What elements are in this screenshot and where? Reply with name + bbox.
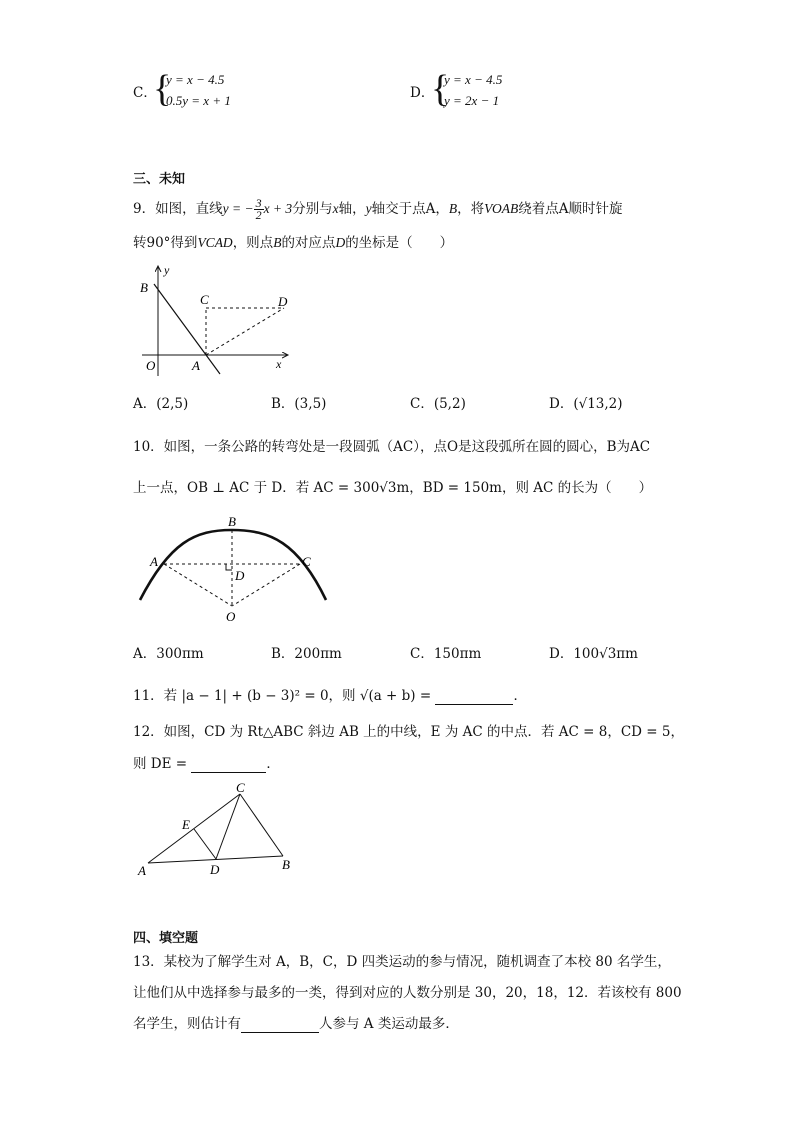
q13-text: 名学生，则估计有 (133, 1016, 241, 1032)
q12-label-a: A (138, 863, 146, 878)
q8-option-c-eq2: 0.5y = x + 1 (166, 93, 231, 108)
q12-segment-ed (194, 829, 216, 859)
q10-line-1: 10．如图，一条公路的转弯处是一段圆弧（AC），点O是这段弧所在圆的圆心，B为AC (133, 439, 651, 455)
q12-figure (132, 780, 302, 880)
q9-fraction-numerator: 3 (255, 196, 262, 210)
q8-option-c-eq1: y = x − 4.5 (166, 72, 225, 87)
q10-label-b: B (228, 514, 236, 529)
q9-text: 的坐标是（ ） (345, 235, 454, 251)
q9-equation-part: y = − (222, 201, 254, 216)
q12-segment-ac (148, 794, 240, 863)
q10-option-c: C．150πm (410, 646, 482, 662)
q9-label-x: x (276, 357, 282, 371)
q9-var: D (335, 235, 346, 250)
q9-figure (130, 258, 310, 383)
q9-var: B (448, 201, 458, 216)
q13-answer-blank[interactable] (241, 1018, 319, 1033)
q10-option-a: A．300πm (133, 646, 204, 662)
q9-label-c: C (200, 292, 209, 307)
q9-fraction (254, 198, 264, 221)
q9-label-b: B (140, 280, 148, 295)
q10-label-d: D (235, 568, 245, 583)
q10-label-a: A (150, 554, 158, 569)
q8-option-c-brace: { (153, 68, 172, 110)
q9-fraction-denominator: 2 (255, 208, 262, 222)
q9-var: y (365, 201, 372, 216)
q9-var: x (332, 201, 339, 216)
q12-line-2 (133, 755, 280, 773)
q9-text: 轴， (338, 201, 366, 217)
q10-label-c: C (302, 554, 311, 569)
q9-option-d: D．(√13,2) (549, 396, 623, 412)
q8-option-c-label: C． (133, 85, 157, 101)
q9-text: ，将 (457, 201, 485, 217)
q11-end: ． (513, 688, 527, 704)
q9-line-ab (154, 284, 220, 374)
q9-segment-ad (206, 308, 284, 355)
q12-segment-bc (240, 794, 283, 856)
q13-line-2: 让他们从中选择参与最多的一类，得到对应的人数分别是 30，20，18，12．若该校有 800 (133, 985, 682, 1001)
q12-label-b: B (282, 857, 290, 872)
q8-option-d-eq2: y = 2x − 1 (444, 93, 500, 108)
q12-line-1: 12．如图，CD 为 Rt△ABC 斜边 AB 上的中线，E 为 AC 的中点．若 AC = 8，CD = 5， (133, 724, 684, 740)
q9-option-b: B．(3,5) (271, 396, 327, 412)
q9-equation-part: x + 3 (263, 201, 293, 216)
q9-var: VOAB (484, 201, 519, 216)
q8-option-d-label: D． (410, 85, 435, 101)
q12-label-e: E (182, 817, 190, 832)
q12-label-c: C (236, 780, 245, 795)
q9-text: 轴交于点A， (371, 201, 449, 217)
q12-text: 则 DE = (133, 756, 188, 772)
section-3-title: 三、未知 (133, 172, 186, 187)
q10-label-o: O (226, 609, 236, 624)
q10-segment-ao (164, 564, 232, 606)
q12-label-d: D (210, 862, 220, 877)
q9-label-y: y (164, 263, 170, 277)
q12-answer-blank[interactable] (191, 758, 266, 773)
q9-text: 分别与 (292, 201, 333, 217)
q10-figure (130, 512, 340, 627)
q9-text: 的对应点 (281, 235, 336, 251)
q10-option-b: B．200πm (271, 646, 342, 662)
q10-option-d: D．100√3πm (549, 646, 638, 662)
q12-segment-cd (216, 794, 240, 859)
q9-option-c: C．(5,2) (410, 396, 466, 412)
q10-line-2: 上一点，OB ⊥ AC 于 D．若 AC = 300√3m，BD = 150m，则 AC 的长为（ ） (133, 480, 653, 496)
q12-end: ． (266, 756, 280, 772)
q9-option-a: A．(2,5) (133, 396, 189, 412)
q10-right-angle-mark (226, 564, 232, 570)
q9-label-o: O (146, 358, 156, 373)
q9-text: 9．如图，直线 (133, 201, 223, 217)
q9-text: 转90°得到 (133, 235, 198, 251)
q9-text: 绕着点A顺时针旋 (518, 201, 623, 217)
q9-text: ，则点 (232, 235, 274, 251)
q9-label-a: A (192, 358, 200, 373)
q9-var: B (273, 235, 282, 250)
q11-answer-blank[interactable] (435, 690, 513, 705)
q13-line-1: 13．某校为了解学生对 A，B，C，D 四类运动的参与情况，随机调查了本校 80 名学生， (133, 954, 671, 970)
q11-text: 11．若 |a − 1| + (b − 3)² = 0，则 √(a + b) = (133, 688, 432, 704)
q9-var: VCAD (197, 235, 233, 250)
section-4-title: 四、填空题 (133, 931, 199, 946)
q9-label-d: D (278, 294, 288, 309)
q8-option-d-brace: { (431, 68, 450, 110)
q11-line (133, 687, 527, 705)
q13-line-3 (133, 1015, 459, 1033)
q13-text: 人参与 A 类运动最多． (319, 1016, 459, 1032)
q8-option-d-eq1: y = x − 4.5 (444, 72, 503, 87)
q9-line-1 (133, 198, 623, 221)
q9-line-2 (133, 234, 453, 252)
